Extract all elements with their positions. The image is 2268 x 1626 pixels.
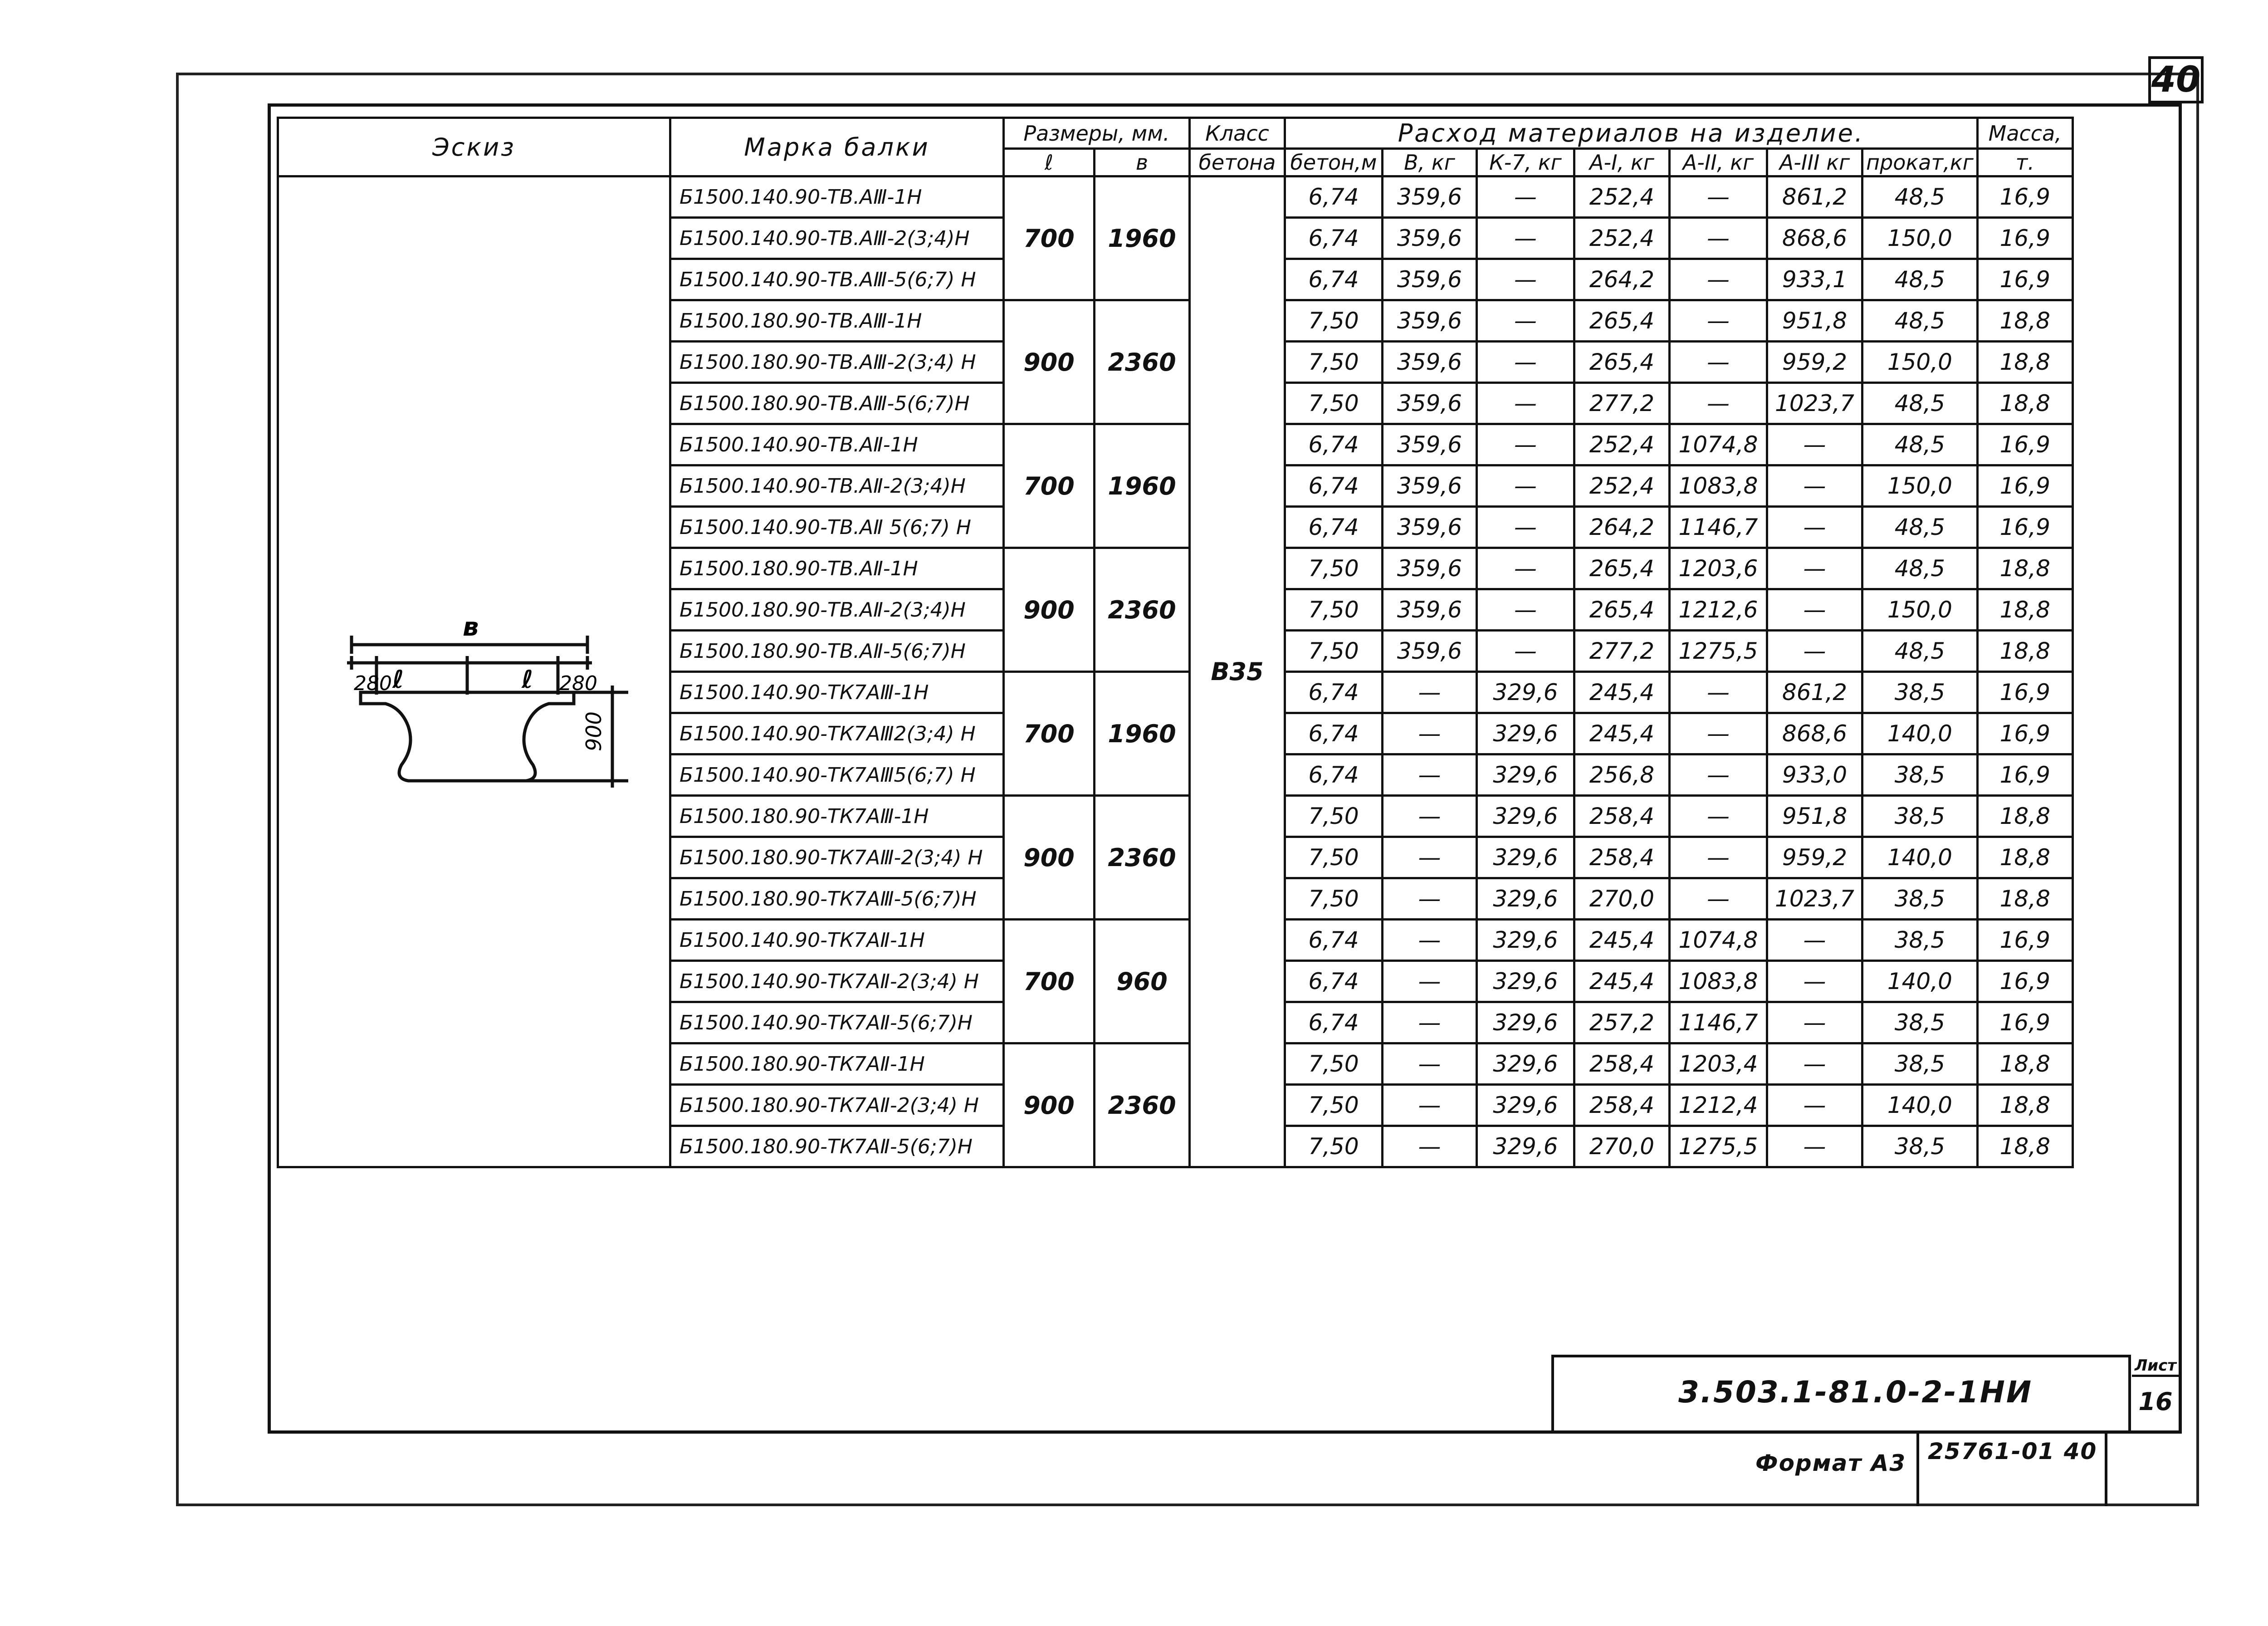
v-value: 359,6 bbox=[1383, 465, 1477, 507]
dim-l-value: 700 bbox=[1004, 672, 1095, 796]
beton-value: 6,74 bbox=[1285, 920, 1383, 961]
k7-value: 329,6 bbox=[1477, 672, 1574, 713]
k7-value: — bbox=[1477, 383, 1574, 424]
beton-value: 6,74 bbox=[1285, 465, 1383, 507]
dim-b-value: 2360 bbox=[1095, 300, 1190, 424]
dim-l-value: 700 bbox=[1004, 176, 1095, 300]
beam-mark: Б1500.180.90-ТВ.АⅡ-1Н bbox=[670, 548, 1004, 589]
k7-value: 329,6 bbox=[1477, 837, 1574, 878]
mass-value: 18,8 bbox=[1977, 300, 2072, 342]
v-value: 359,6 bbox=[1383, 259, 1477, 300]
mass-value: 16,9 bbox=[1977, 754, 2072, 796]
beam-mark: Б1500.180.90-ТК7АⅡ-1Н bbox=[670, 1043, 1004, 1085]
beton-value: 6,74 bbox=[1285, 961, 1383, 1002]
archive-number: 25761-01 40 bbox=[1928, 1438, 2097, 1464]
a2-value: 1074,8 bbox=[1670, 424, 1767, 465]
mass-value: 16,9 bbox=[1977, 1002, 2072, 1043]
a1-value: 257,2 bbox=[1574, 1002, 1670, 1043]
a2-value: — bbox=[1670, 796, 1767, 837]
a1-value: 252,4 bbox=[1574, 424, 1670, 465]
v-value: 359,6 bbox=[1383, 507, 1477, 548]
dim-l-value: 700 bbox=[1004, 424, 1095, 548]
a2-value: — bbox=[1670, 713, 1767, 754]
a1-value: 256,8 bbox=[1574, 754, 1670, 796]
beam-mark: Б1500.140.90-ТК7АⅡ-5(6;7)Н bbox=[670, 1002, 1004, 1043]
concrete-class-value: В35 bbox=[1190, 176, 1285, 1167]
k7-value: — bbox=[1477, 507, 1574, 548]
a3-value: 868,6 bbox=[1767, 713, 1862, 754]
mass-value: 16,9 bbox=[1977, 465, 2072, 507]
sketch-dim-l-right: ℓ bbox=[522, 665, 533, 694]
a3-value: — bbox=[1767, 465, 1862, 507]
beam-mark: Б1500.140.90-ТК7АⅡ-2(3;4) Н bbox=[670, 961, 1004, 1002]
stamp-divider bbox=[1916, 1434, 1919, 1506]
a3-value: 861,2 bbox=[1767, 176, 1862, 218]
a1-value: 245,4 bbox=[1574, 713, 1670, 754]
v-value: 359,6 bbox=[1383, 342, 1477, 383]
sketch-dim-height: 900 bbox=[582, 711, 606, 751]
mass-value: 18,8 bbox=[1977, 796, 2072, 837]
prokat-value: 38,5 bbox=[1862, 796, 1978, 837]
mass-value: 18,8 bbox=[1977, 1043, 2072, 1085]
v-value: — bbox=[1383, 796, 1477, 837]
dim-b-value: 1960 bbox=[1095, 176, 1190, 300]
mass-value: 18,8 bbox=[1977, 342, 2072, 383]
a1-value: 258,4 bbox=[1574, 1043, 1670, 1085]
k7-value: — bbox=[1477, 176, 1574, 218]
v-value: 359,6 bbox=[1383, 176, 1477, 218]
a3-value: 868,6 bbox=[1767, 218, 1862, 259]
prokat-value: 38,5 bbox=[1862, 920, 1978, 961]
prokat-value: 150,0 bbox=[1862, 342, 1978, 383]
prokat-value: 48,5 bbox=[1862, 383, 1978, 424]
prokat-value: 38,5 bbox=[1862, 1002, 1978, 1043]
a3-value: 933,1 bbox=[1767, 259, 1862, 300]
a1-value: 245,4 bbox=[1574, 961, 1670, 1002]
a3-value: 1023,7 bbox=[1767, 878, 1862, 920]
prokat-value: 48,5 bbox=[1862, 631, 1978, 672]
mass-value: 18,8 bbox=[1977, 548, 2072, 589]
a3-value: 959,2 bbox=[1767, 837, 1862, 878]
prokat-value: 48,5 bbox=[1862, 548, 1978, 589]
a3-value: 959,2 bbox=[1767, 342, 1862, 383]
v-value: — bbox=[1383, 961, 1477, 1002]
beam-mark: Б1500.180.90-ТК7АⅡ-2(3;4) Н bbox=[670, 1085, 1004, 1126]
a3-value: 861,2 bbox=[1767, 672, 1862, 713]
beton-value: 7,50 bbox=[1285, 796, 1383, 837]
a2-value: 1275,5 bbox=[1670, 1126, 1767, 1167]
mass-value: 16,9 bbox=[1977, 176, 2072, 218]
v-value: — bbox=[1383, 1002, 1477, 1043]
beam-mark: Б1500.140.90-ТВ.АⅢ-2(3;4)Н bbox=[670, 218, 1004, 259]
sketch-dim-280-right: 280 bbox=[559, 671, 597, 695]
beam-mark: Б1500.140.90-ТК7АⅢ-1Н bbox=[670, 672, 1004, 713]
a3-value: — bbox=[1767, 548, 1862, 589]
beton-value: 7,50 bbox=[1285, 383, 1383, 424]
prokat-value: 140,0 bbox=[1862, 837, 1978, 878]
a2-value: — bbox=[1670, 259, 1767, 300]
v-value: — bbox=[1383, 837, 1477, 878]
beam-mark: Б1500.140.90-ТК7АⅢ2(3;4) Н bbox=[670, 713, 1004, 754]
a3-value: 951,8 bbox=[1767, 796, 1862, 837]
beton-value: 6,74 bbox=[1285, 672, 1383, 713]
beton-value: 7,50 bbox=[1285, 837, 1383, 878]
mass-value: 16,9 bbox=[1977, 424, 2072, 465]
prokat-value: 38,5 bbox=[1862, 754, 1978, 796]
a2-value: 1212,6 bbox=[1670, 589, 1767, 631]
a2-value: — bbox=[1670, 754, 1767, 796]
mass-value: 16,9 bbox=[1977, 920, 2072, 961]
prokat-value: 38,5 bbox=[1862, 672, 1978, 713]
a1-value: 252,4 bbox=[1574, 218, 1670, 259]
prokat-value: 140,0 bbox=[1862, 1085, 1978, 1126]
a1-value: 258,4 bbox=[1574, 837, 1670, 878]
header-sketch: Эскиз bbox=[278, 118, 670, 176]
a2-value: — bbox=[1670, 837, 1767, 878]
a2-value: 1275,5 bbox=[1670, 631, 1767, 672]
a3-value: — bbox=[1767, 1043, 1862, 1085]
a1-value: 270,0 bbox=[1574, 1126, 1670, 1167]
k7-value: — bbox=[1477, 424, 1574, 465]
prokat-value: 140,0 bbox=[1862, 961, 1978, 1002]
v-value: 359,6 bbox=[1383, 218, 1477, 259]
a3-value: — bbox=[1767, 1126, 1862, 1167]
mass-value: 18,8 bbox=[1977, 1085, 2072, 1126]
specification-table bbox=[277, 117, 2074, 1168]
beam-mark: Б1500.180.90-ТВ.АⅡ-2(3;4)Н bbox=[670, 589, 1004, 631]
sheet-number: 16 bbox=[2138, 1387, 2173, 1416]
mass-value: 16,9 bbox=[1977, 259, 2072, 300]
header-consumption: Расход материалов на изделие. bbox=[1285, 118, 1978, 149]
a2-value: 1083,8 bbox=[1670, 961, 1767, 1002]
prokat-value: 48,5 bbox=[1862, 424, 1978, 465]
v-value: 359,6 bbox=[1383, 424, 1477, 465]
k7-value: — bbox=[1477, 259, 1574, 300]
v-value: 359,6 bbox=[1383, 300, 1477, 342]
mass-value: 18,8 bbox=[1977, 837, 2072, 878]
a1-value: 265,4 bbox=[1574, 548, 1670, 589]
table-row bbox=[278, 176, 2073, 218]
beam-mark: Б1500.140.90-ТВ.АⅡ 5(6;7) Н bbox=[670, 507, 1004, 548]
a1-value: 265,4 bbox=[1574, 342, 1670, 383]
a1-value: 245,4 bbox=[1574, 920, 1670, 961]
a2-value: 1074,8 bbox=[1670, 920, 1767, 961]
dim-l-value: 900 bbox=[1004, 548, 1095, 672]
prokat-value: 150,0 bbox=[1862, 465, 1978, 507]
beton-value: 7,50 bbox=[1285, 1043, 1383, 1085]
stamp-divider bbox=[2105, 1434, 2107, 1506]
beam-mark: Б1500.180.90-ТК7АⅢ-1Н bbox=[670, 796, 1004, 837]
a3-value: — bbox=[1767, 920, 1862, 961]
v-value: — bbox=[1383, 713, 1477, 754]
prokat-value: 150,0 bbox=[1862, 218, 1978, 259]
beam-mark: Б1500.180.90-ТК7АⅢ-2(3;4) Н bbox=[670, 837, 1004, 878]
beton-value: 7,50 bbox=[1285, 1085, 1383, 1126]
k7-value: 329,6 bbox=[1477, 878, 1574, 920]
header-mark: Марка балки bbox=[670, 118, 1004, 176]
a1-value: 258,4 bbox=[1574, 796, 1670, 837]
a2-value: — bbox=[1670, 176, 1767, 218]
mass-value: 18,8 bbox=[1977, 1126, 2072, 1167]
a1-value: 277,2 bbox=[1574, 383, 1670, 424]
mass-value: 18,8 bbox=[1977, 383, 2072, 424]
a2-value: — bbox=[1670, 878, 1767, 920]
dim-b-value: 1960 bbox=[1095, 672, 1190, 796]
a3-value: — bbox=[1767, 589, 1862, 631]
beam-mark: Б1500.180.90-ТВ.АⅢ-5(6;7)Н bbox=[670, 383, 1004, 424]
a2-value: 1083,8 bbox=[1670, 465, 1767, 507]
a2-value: — bbox=[1670, 218, 1767, 259]
prokat-value: 48,5 bbox=[1862, 176, 1978, 218]
beam-cross-section-sketch bbox=[279, 513, 669, 831]
beton-value: 7,50 bbox=[1285, 342, 1383, 383]
sheet-label: Лист bbox=[2132, 1357, 2179, 1377]
a3-value: 951,8 bbox=[1767, 300, 1862, 342]
header-a2: А-II, кг bbox=[1670, 149, 1767, 176]
beam-mark: Б1500.140.90-ТВ.АⅢ-1Н bbox=[670, 176, 1004, 218]
a2-value: — bbox=[1670, 300, 1767, 342]
k7-value: 329,6 bbox=[1477, 1085, 1574, 1126]
dim-l-value: 900 bbox=[1004, 796, 1095, 920]
a1-value: 245,4 bbox=[1574, 672, 1670, 713]
a2-value: 1203,6 bbox=[1670, 548, 1767, 589]
a2-value: 1203,4 bbox=[1670, 1043, 1767, 1085]
beton-value: 7,50 bbox=[1285, 878, 1383, 920]
beam-mark: Б1500.140.90-ТВ.АⅡ-2(3;4)Н bbox=[670, 465, 1004, 507]
a1-value: 265,4 bbox=[1574, 589, 1670, 631]
header-a3: А-III кг bbox=[1767, 149, 1862, 176]
a1-value: 264,2 bbox=[1574, 259, 1670, 300]
beam-mark: Б1500.140.90-ТК7АⅢ5(6;7) Н bbox=[670, 754, 1004, 796]
header-prokat: прокат,кг bbox=[1862, 149, 1978, 176]
a1-value: 265,4 bbox=[1574, 300, 1670, 342]
a1-value: 258,4 bbox=[1574, 1085, 1670, 1126]
beam-mark: Б1500.180.90-ТВ.АⅢ-1Н bbox=[670, 300, 1004, 342]
prokat-value: 48,5 bbox=[1862, 507, 1978, 548]
a3-value: 933,0 bbox=[1767, 754, 1862, 796]
mass-value: 16,9 bbox=[1977, 218, 2072, 259]
beam-mark: Б1500.180.90-ТВ.АⅢ-2(3;4) Н bbox=[670, 342, 1004, 383]
beton-value: 6,74 bbox=[1285, 713, 1383, 754]
prokat-value: 48,5 bbox=[1862, 300, 1978, 342]
v-value: 359,6 bbox=[1383, 548, 1477, 589]
dim-b-value: 2360 bbox=[1095, 796, 1190, 920]
header-dim-l: ℓ bbox=[1004, 149, 1095, 176]
v-value: — bbox=[1383, 878, 1477, 920]
a3-value: — bbox=[1767, 424, 1862, 465]
sketch-dim-b: в bbox=[463, 612, 479, 642]
beton-value: 6,74 bbox=[1285, 176, 1383, 218]
beam-mark: Б1500.180.90-ТК7АⅢ-5(6;7)Н bbox=[670, 878, 1004, 920]
sketch-dim-280-left: 280 bbox=[354, 671, 392, 695]
a1-value: 277,2 bbox=[1574, 631, 1670, 672]
k7-value: — bbox=[1477, 465, 1574, 507]
v-value: — bbox=[1383, 754, 1477, 796]
k7-value: 329,6 bbox=[1477, 1126, 1574, 1167]
prokat-value: 140,0 bbox=[1862, 713, 1978, 754]
v-value: 359,6 bbox=[1383, 383, 1477, 424]
a2-value: — bbox=[1670, 672, 1767, 713]
beton-value: 7,50 bbox=[1285, 631, 1383, 672]
k7-value: — bbox=[1477, 631, 1574, 672]
k7-value: 329,6 bbox=[1477, 796, 1574, 837]
beam-mark: Б1500.140.90-ТВ.АⅢ-5(6;7) Н bbox=[670, 259, 1004, 300]
a3-value: — bbox=[1767, 1085, 1862, 1126]
k7-value: 329,6 bbox=[1477, 1043, 1574, 1085]
beton-value: 6,74 bbox=[1285, 507, 1383, 548]
v-value: — bbox=[1383, 1085, 1477, 1126]
dim-l-value: 700 bbox=[1004, 920, 1095, 1043]
a2-value: — bbox=[1670, 383, 1767, 424]
a3-value: — bbox=[1767, 507, 1862, 548]
a1-value: 252,4 bbox=[1574, 465, 1670, 507]
beton-value: 7,50 bbox=[1285, 589, 1383, 631]
beam-mark: Б1500.180.90-ТК7АⅡ-5(6;7)Н bbox=[670, 1126, 1004, 1167]
prokat-value: 48,5 bbox=[1862, 259, 1978, 300]
mass-value: 16,9 bbox=[1977, 713, 2072, 754]
v-value: 359,6 bbox=[1383, 589, 1477, 631]
a2-value: 1146,7 bbox=[1670, 507, 1767, 548]
k7-value: — bbox=[1477, 589, 1574, 631]
header-a1: А-I, кг bbox=[1574, 149, 1670, 176]
mass-value: 16,9 bbox=[1977, 507, 2072, 548]
a1-value: 264,2 bbox=[1574, 507, 1670, 548]
k7-value: 329,6 bbox=[1477, 920, 1574, 961]
prokat-value: 150,0 bbox=[1862, 589, 1978, 631]
beam-mark: Б1500.140.90-ТК7АⅡ-1Н bbox=[670, 920, 1004, 961]
document-code: 3.503.1-81.0-2-1НИ bbox=[1678, 1375, 2033, 1410]
a3-value: — bbox=[1767, 1002, 1862, 1043]
v-value: — bbox=[1383, 920, 1477, 961]
header-dims: Размеры, мм. bbox=[1004, 118, 1190, 149]
k7-value: 329,6 bbox=[1477, 1002, 1574, 1043]
sketch-cell bbox=[278, 176, 670, 1167]
mass-value: 18,8 bbox=[1977, 631, 2072, 672]
k7-value: — bbox=[1477, 548, 1574, 589]
a3-value: — bbox=[1767, 961, 1862, 1002]
header-mass-2: т. bbox=[1977, 149, 2072, 176]
beton-value: 6,74 bbox=[1285, 754, 1383, 796]
dim-b-value: 2360 bbox=[1095, 1043, 1190, 1167]
k7-value: — bbox=[1477, 300, 1574, 342]
beton-value: 6,74 bbox=[1285, 259, 1383, 300]
sheet-corner-number: 40 bbox=[2148, 56, 2204, 103]
beton-value: 6,74 bbox=[1285, 424, 1383, 465]
mass-value: 16,9 bbox=[1977, 672, 2072, 713]
a1-value: 270,0 bbox=[1574, 878, 1670, 920]
prokat-value: 38,5 bbox=[1862, 878, 1978, 920]
mass-value: 18,8 bbox=[1977, 878, 2072, 920]
a3-value: — bbox=[1767, 631, 1862, 672]
v-value: 359,6 bbox=[1383, 631, 1477, 672]
v-value: — bbox=[1383, 1043, 1477, 1085]
beam-mark: Б1500.140.90-ТВ.АⅡ-1Н bbox=[670, 424, 1004, 465]
k7-value: 329,6 bbox=[1477, 754, 1574, 796]
beton-value: 7,50 bbox=[1285, 548, 1383, 589]
dim-l-value: 900 bbox=[1004, 300, 1095, 424]
header-class-1: Класс bbox=[1190, 118, 1285, 149]
header-class-2: бетона bbox=[1190, 149, 1285, 176]
header-v: В, кг bbox=[1383, 149, 1477, 176]
a2-value: 1212,4 bbox=[1670, 1085, 1767, 1126]
dim-l-value: 900 bbox=[1004, 1043, 1095, 1167]
a2-value: 1146,7 bbox=[1670, 1002, 1767, 1043]
k7-value: 329,6 bbox=[1477, 713, 1574, 754]
beton-value: 6,74 bbox=[1285, 1002, 1383, 1043]
k7-value: — bbox=[1477, 342, 1574, 383]
header-k7: К-7, кг bbox=[1477, 149, 1574, 176]
beton-value: 6,74 bbox=[1285, 218, 1383, 259]
dim-b-value: 2360 bbox=[1095, 548, 1190, 672]
v-value: — bbox=[1383, 672, 1477, 713]
beton-value: 7,50 bbox=[1285, 300, 1383, 342]
header-mass-1: Масса, bbox=[1977, 118, 2072, 149]
dim-b-value: 1960 bbox=[1095, 424, 1190, 548]
sketch-dim-l-left: ℓ bbox=[392, 665, 404, 694]
a3-value: 1023,7 bbox=[1767, 383, 1862, 424]
a2-value: — bbox=[1670, 342, 1767, 383]
k7-value: 329,6 bbox=[1477, 961, 1574, 1002]
format-label: Формат А3 bbox=[1755, 1450, 1906, 1476]
prokat-value: 38,5 bbox=[1862, 1043, 1978, 1085]
header-dim-b: в bbox=[1095, 149, 1190, 176]
v-value: — bbox=[1383, 1126, 1477, 1167]
beam-mark: Б1500.180.90-ТВ.АⅡ-5(6;7)Н bbox=[670, 631, 1004, 672]
a1-value: 252,4 bbox=[1574, 176, 1670, 218]
dim-b-value: 960 bbox=[1095, 920, 1190, 1043]
header-beton: бетон,м bbox=[1285, 149, 1383, 176]
beton-value: 7,50 bbox=[1285, 1126, 1383, 1167]
prokat-value: 38,5 bbox=[1862, 1126, 1978, 1167]
k7-value: — bbox=[1477, 218, 1574, 259]
mass-value: 18,8 bbox=[1977, 589, 2072, 631]
mass-value: 16,9 bbox=[1977, 961, 2072, 1002]
